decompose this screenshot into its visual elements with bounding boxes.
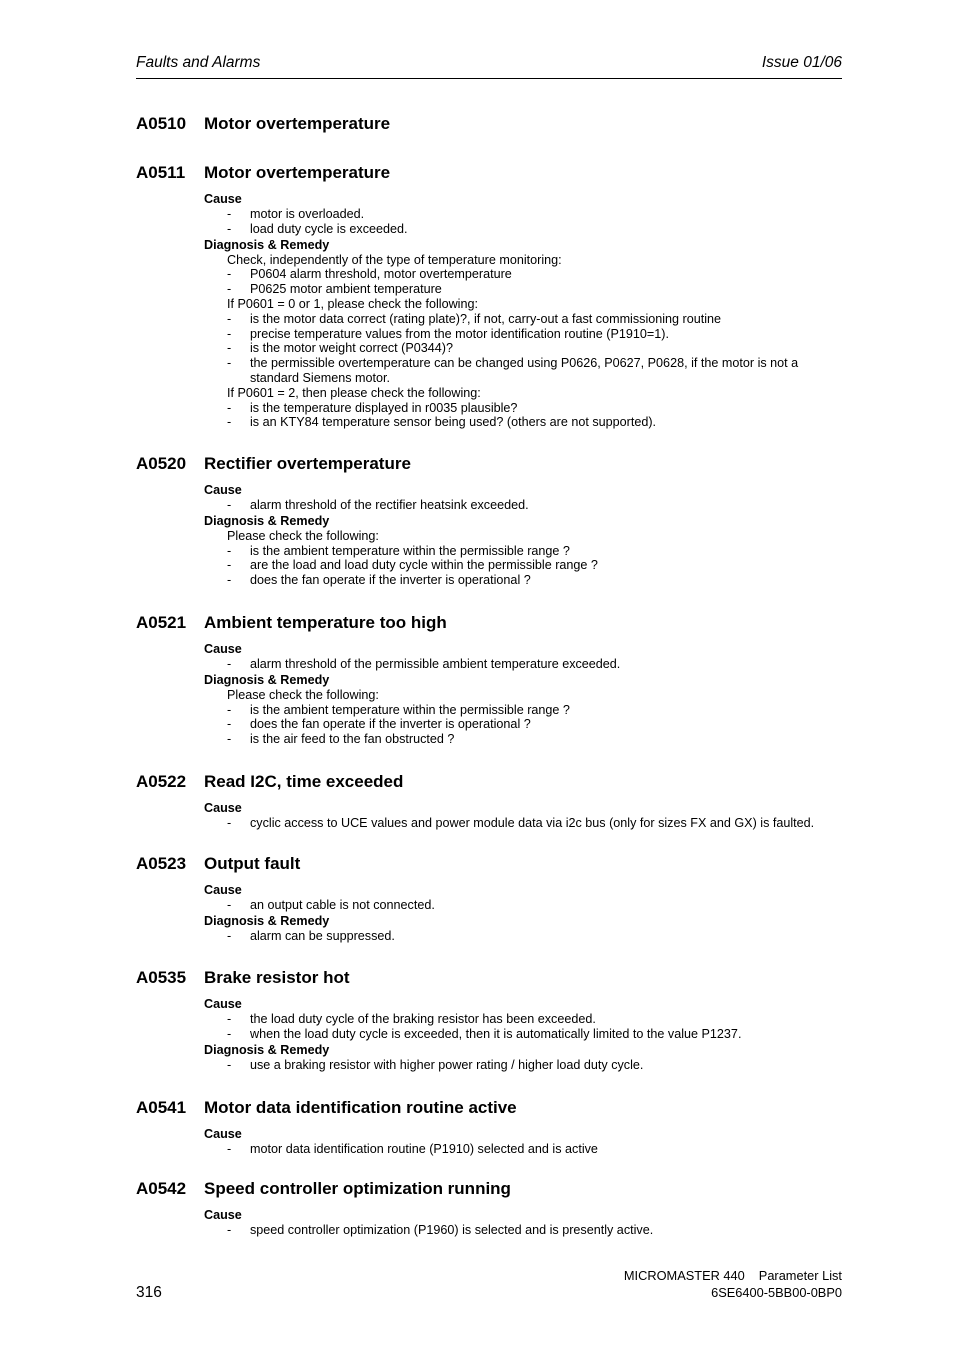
alarm-subsection <box>204 483 842 513</box>
subsection-label: Diagnosis & Remedy <box>204 237 330 252</box>
alarm-heading <box>136 967 842 989</box>
line-text: are the load and load duty cycle within the permissible range ? <box>250 558 598 573</box>
footer-order-number: 6SE6400-5BB00-0BP0 <box>711 1284 842 1300</box>
list-item <box>204 415 842 430</box>
alarm-code: A0535 <box>136 968 187 987</box>
subsection-label: Cause <box>204 192 242 206</box>
list-item <box>204 732 842 747</box>
alarm-title: Ambient temperature too high <box>204 613 447 632</box>
line-text: If P0601 = 0 or 1, please check the following: <box>227 296 478 311</box>
subsection-label: Cause <box>204 997 242 1011</box>
list-item <box>204 1142 842 1157</box>
bullet-dash: - <box>227 898 232 912</box>
line-text: alarm threshold of the permissible ambient temperature exceeded. <box>250 657 621 671</box>
alarm-code: A0522 <box>136 772 187 791</box>
subsection-label: Cause <box>204 642 242 656</box>
alarm-title: Brake resistor hot <box>204 968 350 987</box>
line-text: when the load duty cycle is exceeded, then it is automatically limited to the value P1237. <box>250 1026 742 1041</box>
bullet-dash: - <box>227 732 232 747</box>
page-number: 316 <box>136 1284 162 1301</box>
line-text: is the air feed to the fan obstructed ? <box>250 732 455 747</box>
line-text: the load duty cycle of the braking resistor has been exceeded. <box>250 1012 596 1026</box>
alarm-code: A0510 <box>136 114 187 133</box>
list-item <box>204 282 842 297</box>
list-item <box>204 816 842 831</box>
alarm-title: Read I2C, time exceeded <box>204 772 404 791</box>
line-text: the permissible overtemperature can be changed using P0626, P0627, P0628, if the motor is not a <box>250 356 799 371</box>
page-header <box>136 54 842 79</box>
alarm-subsection <box>204 514 842 588</box>
line-text: is the motor data correct (rating plate)?, if not, carry-out a fast commissioning routine <box>250 311 722 326</box>
text-line <box>204 297 842 312</box>
alarm-subsection <box>204 883 842 913</box>
alarm-subsection <box>204 914 842 944</box>
line-text: Please check the following: <box>227 687 379 702</box>
line-text: does the fan operate if the inverter is operational ? <box>250 717 531 732</box>
list-item <box>204 327 842 342</box>
bullet-dash: - <box>227 1012 232 1026</box>
line-text: speed controller optimization (P1960) is selected and is presently active. <box>250 1223 654 1237</box>
bullet-dash: - <box>227 1223 232 1237</box>
list-item <box>204 573 842 588</box>
bullet-dash: - <box>227 221 232 236</box>
alarm-code: A0541 <box>136 1098 187 1117</box>
footer-doc-type: Parameter List <box>758 1268 842 1283</box>
text-line <box>204 253 842 268</box>
subsection-label: Cause <box>204 801 242 815</box>
line-text: does the fan operate if the inverter is operational ? <box>250 573 531 588</box>
alarm-subsection <box>204 801 842 831</box>
alarm-section <box>136 853 842 944</box>
line-text: an output cable is not connected. <box>250 898 435 912</box>
line-text: alarm can be suppressed. <box>250 928 395 943</box>
subsection-label: Cause <box>204 1208 242 1222</box>
bullet-dash: - <box>227 326 232 341</box>
list-item <box>204 1012 842 1027</box>
bullet-dash: - <box>227 207 232 221</box>
header-issue: Issue 01/06 <box>761 54 842 71</box>
subsection-label: Cause <box>204 1127 242 1141</box>
line-text: motor is overloaded. <box>250 207 365 221</box>
bullet-dash: - <box>227 415 232 430</box>
alarm-title: Motor data identification routine active <box>204 1098 517 1117</box>
line-text: Please check the following: <box>227 528 379 543</box>
alarm-heading <box>136 162 842 184</box>
alarm-subsection <box>204 642 842 672</box>
bullet-dash: - <box>227 267 232 282</box>
list-item <box>204 401 842 416</box>
header-chapter-title: Faults and Alarms <box>136 54 261 71</box>
subsection-label: Diagnosis & Remedy <box>204 513 330 528</box>
bullet-dash: - <box>227 400 232 415</box>
bullet-dash: - <box>227 1057 232 1072</box>
alarm-section <box>136 771 842 831</box>
text-line <box>204 386 842 401</box>
bullet-dash: - <box>227 1142 232 1156</box>
alarm-subsection <box>204 1043 842 1073</box>
line-text: precise temperature values from the motor identification routine (P1910=1). <box>250 326 669 341</box>
line-text: If P0601 = 2, then please check the following: <box>227 385 481 400</box>
list-item <box>204 371 842 386</box>
line-text: is an KTY84 temperature sensor being used? (others are not supported). <box>250 415 657 430</box>
list-item <box>204 498 842 513</box>
bullet-dash: - <box>227 543 232 558</box>
alarm-section <box>136 162 842 430</box>
bullet-dash: - <box>227 717 232 732</box>
alarm-heading <box>136 453 842 475</box>
bullet-dash: - <box>227 1026 232 1041</box>
alarm-subsection <box>204 238 842 431</box>
list-item <box>204 929 842 944</box>
alarm-code: A0520 <box>136 454 187 473</box>
alarm-section <box>136 453 842 588</box>
line-text: Check, independently of the type of temperature monitoring: <box>227 252 562 267</box>
list-item <box>204 1223 842 1238</box>
bullet-dash: - <box>227 702 232 717</box>
alarm-section <box>136 1178 842 1238</box>
list-item <box>204 356 842 371</box>
line-text: cyclic access to UCE values and power module data via i2c bus (only for sizes FX and GX) is faulted. <box>250 816 815 830</box>
bullet-dash: - <box>227 282 232 297</box>
bullet-dash: - <box>227 341 232 356</box>
alarm-section <box>136 1097 842 1157</box>
alarm-title: Motor overtemperature <box>204 163 391 182</box>
line-text: alarm threshold of the rectifier heatsink exceeded. <box>250 498 529 512</box>
subsection-label: Diagnosis & Remedy <box>204 1042 330 1057</box>
text-line <box>204 688 842 703</box>
alarm-title: Rectifier overtemperature <box>204 454 411 473</box>
footer-doc-info <box>624 1268 842 1301</box>
bullet-dash: - <box>227 558 232 573</box>
subsection-label: Cause <box>204 883 242 897</box>
alarm-code: A0521 <box>136 613 187 632</box>
alarm-subsection <box>204 1208 842 1238</box>
alarm-title: Motor overtemperature <box>204 114 391 133</box>
list-item <box>204 558 842 573</box>
line-text: motor data identification routine (P1910) selected and is active <box>250 1142 598 1156</box>
bullet-dash: - <box>227 498 232 512</box>
list-item <box>204 898 842 913</box>
page-footer <box>136 1268 842 1308</box>
line-text: is the ambient temperature within the permissible range ? <box>250 543 570 558</box>
list-item <box>204 341 842 356</box>
subsection-label: Cause <box>204 483 242 497</box>
alarm-code: A0542 <box>136 1179 187 1198</box>
alarm-subsection <box>204 192 842 237</box>
bullet-dash: - <box>227 573 232 588</box>
list-item <box>204 312 842 327</box>
alarm-heading <box>136 113 842 135</box>
alarm-subsection <box>204 673 842 747</box>
alarm-title: Speed controller optimization running <box>204 1179 511 1198</box>
alarm-heading <box>136 1097 842 1119</box>
alarm-heading <box>136 853 842 875</box>
bullet-dash: - <box>227 657 232 671</box>
alarm-section <box>136 113 842 135</box>
alarm-heading <box>136 612 842 634</box>
alarm-heading <box>136 1178 842 1200</box>
alarm-subsection <box>204 997 842 1042</box>
text-line <box>204 529 842 544</box>
bullet-dash: - <box>227 928 232 943</box>
list-item <box>204 1027 842 1042</box>
bullet-dash: - <box>227 356 232 371</box>
line-text: standard Siemens motor. <box>250 370 391 385</box>
bullet-dash: - <box>227 816 232 830</box>
subsection-label: Diagnosis & Remedy <box>204 672 330 687</box>
line-text: is the motor weight correct (P0344)? <box>250 341 453 356</box>
line-text: P0625 motor ambient temperature <box>250 282 442 297</box>
alarm-heading <box>136 771 842 793</box>
list-item <box>204 207 842 222</box>
line-text: use a braking resistor with higher power rating / higher load duty cycle. <box>250 1057 644 1072</box>
alarm-subsection <box>204 1127 842 1157</box>
list-item <box>204 717 842 732</box>
alarm-section <box>136 967 842 1072</box>
alarm-code: A0523 <box>136 854 187 873</box>
alarm-title: Output fault <box>204 854 301 873</box>
list-item <box>204 222 842 237</box>
list-item <box>204 544 842 559</box>
list-item <box>204 703 842 718</box>
line-text: is the temperature displayed in r0035 plausible? <box>250 400 518 415</box>
bullet-dash: - <box>227 311 232 326</box>
footer-product: MICROMASTER 440 <box>623 1268 745 1283</box>
list-item <box>204 1058 842 1073</box>
line-text: is the ambient temperature within the permissible range ? <box>250 702 570 717</box>
line-text: P0604 alarm threshold, motor overtemperature <box>250 267 512 282</box>
line-text: load duty cycle is exceeded. <box>250 221 408 236</box>
list-item <box>204 657 842 672</box>
list-item <box>204 267 842 282</box>
subsection-label: Diagnosis & Remedy <box>204 913 330 928</box>
alarm-code: A0511 <box>136 163 186 182</box>
alarm-section <box>136 612 842 747</box>
